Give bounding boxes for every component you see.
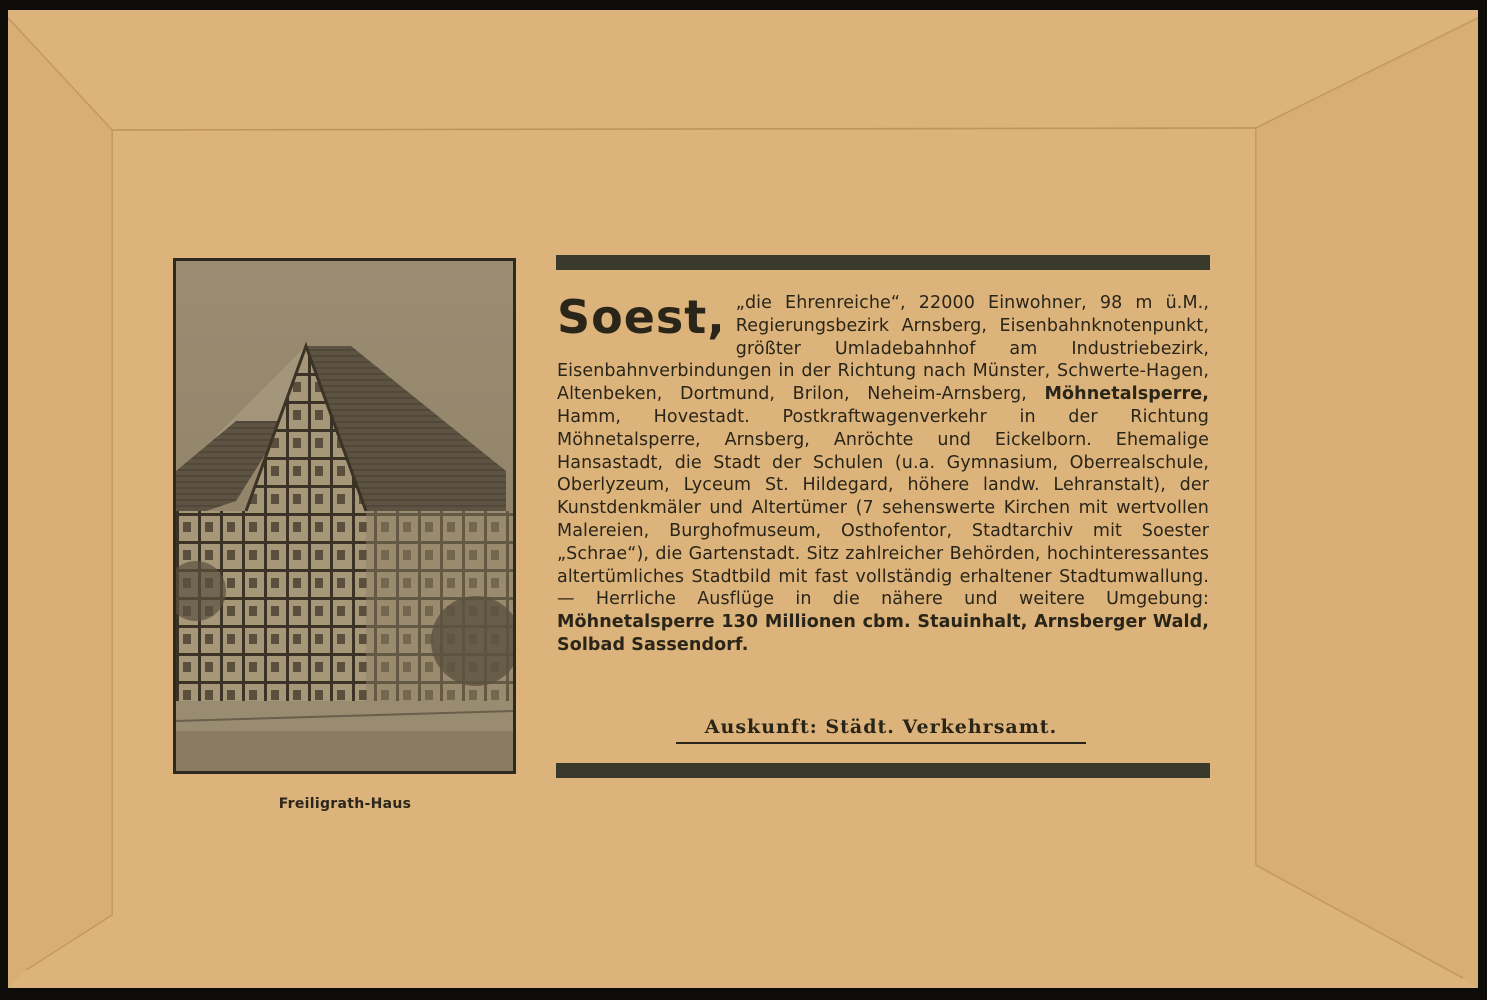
- ad-text-part2: Hamm, Hovestadt. Postkraftwagenverkehr in der Richtung Möhnetalsperre, Arnsberg, Anröchte und Eickelborn. Ehemalige Hansastadt, die Stadt der Schulen (u.a. Gymnasium, Oberrealschule, Oberlyzeum, Lyceum St. Hildegard, höhere landw. Lehranstalt), der Kunstdenkmäler und Altertümer (7 sehenswerte Kirchen mit wertvollen Malereien, Burghofmuseum, Osthofentor, Stadtarchiv mit Soester „Schrae“), die Gartenstadt. Sitz zahlreicher Behörden, hochinteressantes altertümliches Stadtbild mit fast vollständig erhaltener Stadtumwallung. — Herrliche Ausflüge in die nähere und weitere Umgebung:: [557, 406, 1209, 610]
- envelope-back: [8, 10, 1478, 988]
- freiligrath-haus-photo: [173, 258, 516, 774]
- soest-advertisement: [557, 292, 1209, 657]
- auskunft-line: Auskunft: Städt. Verkehrsamt.: [676, 716, 1086, 744]
- bottom-rule: [556, 763, 1210, 778]
- ad-title: Soest,: [557, 290, 726, 344]
- photo-caption: Freiligrath-Haus: [278, 796, 412, 812]
- ad-text-bold1: Möhnetalsperre,: [1044, 384, 1209, 405]
- ad-text-part1: „die Ehrenreiche“, 22000 Einwohner, 98 m ü.M., Regierungsbezirk Arnsberg, Eisenbahnknotenpunkt, größter Umladebahnhof am Industriebezirk, Eisenbahnverbindungen in der Richtung nach Münster, Schwerte-Hagen, Altenbeken, Dortmund, Brilon, Neheim-Arnsberg,: [557, 293, 1209, 405]
- ad-text-bold2: Möhnetalsperre 130 Millionen cbm. Stauinhalt, Arnsberger Wald, Solbad Sassendorf.: [557, 612, 1209, 655]
- top-rule: [556, 255, 1210, 270]
